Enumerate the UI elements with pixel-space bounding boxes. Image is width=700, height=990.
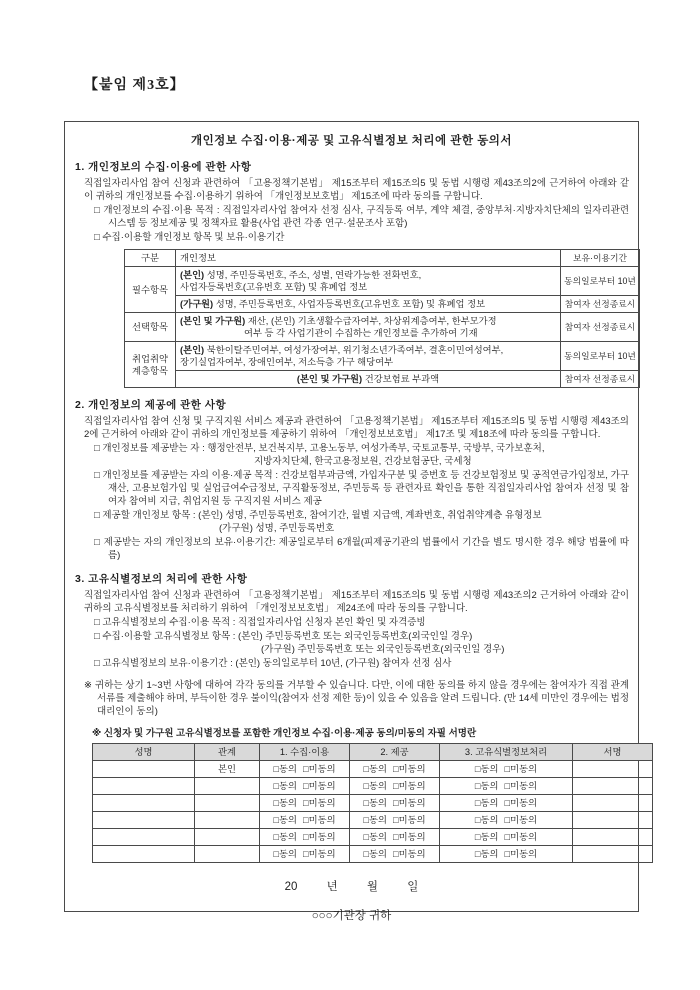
section3-intro: 직접일자리사업 참여 신청과 관련하여 「고용정책기본법」 제15조부터 제15조의5 및 동법 시행령 제43조의2 근거하여 아래와 같이 귀하의 고유식별정보를 처리하기 위하여 「개인정보보호법」 제24조에 따라 동의를 구합니다. — [84, 590, 629, 614]
signature-cell[interactable] — [573, 846, 653, 863]
col-signature: 서명 — [573, 744, 653, 761]
vulnerable-premium-cell: (본인 및 가구원) 건강보험료 부과액 — [176, 371, 561, 388]
section2-retention: □ 제공받는 자의 개인정보의 보유·이용기간: 제공일로부터 6개월(피제공기관의 법률에서 기간을 별도 명시한 경우 해당 법률에 따름) — [94, 537, 629, 561]
table-row — [125, 371, 640, 388]
agree-checkbox[interactable]: □동의 — [474, 849, 499, 859]
agree-checkbox[interactable]: □동의 — [273, 798, 297, 808]
table-header-row — [125, 250, 640, 267]
disagree-checkbox[interactable]: □미동의 — [303, 798, 336, 808]
collect-consent-cell — [260, 761, 350, 778]
disagree-checkbox[interactable]: □미동의 — [303, 849, 336, 859]
provide-consent-cell — [350, 795, 440, 812]
col-retention: 보유·이용기간 — [561, 250, 640, 267]
relation-cell[interactable] — [195, 812, 260, 829]
col-category: 구분 — [125, 250, 176, 267]
section1-heading: 1. 개인정보의 수집·이용에 관한 사항 — [75, 161, 252, 173]
relation-cell[interactable]: 본인 — [195, 761, 260, 778]
optional-cell: (본인 및 가구원) 재산, (본인) 기초생활수급자여부, 차상위계층여부, 한부모가정 여부 등 각 사업기관이 수집하는 개인정보를 추가하여 기재 — [176, 313, 561, 342]
collect-consent-cell — [260, 812, 350, 829]
table-row — [93, 778, 653, 795]
signature-cell[interactable] — [573, 795, 653, 812]
agree-checkbox[interactable]: □동의 — [273, 764, 297, 774]
section1-intro: 직접일자리사업 참여 신청과 관련하여 「고용정책기본법」 제15조부터 제15조의5 및 동법 시행령 제43조의2에 근거하여 아래와 같이 귀하의 개인정보를 수집·이용하기 위하여 「개인정보보호법」 제15조에 따라 동의를 구합니다. — [84, 178, 629, 202]
disagree-checkbox[interactable]: □미동의 — [504, 764, 538, 774]
subject-label: (가구원) — [180, 299, 214, 309]
disagree-checkbox[interactable]: □미동의 — [504, 798, 538, 808]
signature-section-title: ※ 신청자 및 가구원 고유식별정보를 포함한 개인정보 수집·이용·제공 동의/미동의 자필 서명란 — [92, 728, 477, 739]
agree-checkbox[interactable]: □동의 — [474, 798, 499, 808]
unique-id-consent-cell — [440, 846, 573, 863]
attachment-label: 【붙임 제3호】 — [84, 78, 185, 93]
name-cell[interactable] — [93, 778, 195, 795]
agree-checkbox[interactable]: □동의 — [273, 832, 297, 842]
cell-line2: 사업자등록번호(고유번호 포함) 및 휴폐업 정보 — [180, 282, 368, 292]
signature-table — [92, 743, 653, 863]
agree-checkbox[interactable]: □동의 — [363, 781, 387, 791]
form-title: 개인정보 수집·이용·제공 및 고유식별정보 처리에 관한 동의서 — [190, 135, 513, 147]
consent-form — [64, 121, 639, 922]
disagree-checkbox[interactable]: □미동의 — [303, 815, 336, 825]
recipient-line: ○○○기관장 귀하 — [311, 910, 392, 922]
table-row — [125, 313, 640, 342]
provide-consent-cell — [350, 778, 440, 795]
disagree-checkbox[interactable]: □미동의 — [504, 832, 538, 842]
table-row — [125, 296, 640, 313]
col-collect-use: 1. 수집·이용 — [260, 744, 350, 761]
agree-checkbox[interactable]: □동의 — [363, 815, 387, 825]
disagree-checkbox[interactable]: □미동의 — [393, 849, 426, 859]
name-cell[interactable] — [93, 812, 195, 829]
disagree-checkbox[interactable]: □미동의 — [504, 781, 538, 791]
section-provision — [74, 397, 629, 562]
retention-value: 동의일로부터 10년 — [561, 267, 640, 296]
collect-consent-cell — [260, 795, 350, 812]
section2-intro: 직접일자리사업 참여 신청 및 구직지원 서비스 제공과 관련하여 「고용정책기본법」 제15조부터 제15조의5 및 동법 시행령 제43조의2에 근거하여 아래와 같이 귀하의 개인정보를 제공하기 위하여 「개인정보보호법」 제17조 및 제18조에 따라 동의를 구합니다. — [84, 416, 629, 440]
disagree-checkbox[interactable]: □미동의 — [393, 798, 426, 808]
relation-cell[interactable] — [195, 778, 260, 795]
section2-heading: 2. 개인정보의 제공에 관한 사항 — [75, 399, 227, 411]
section3-purpose: □ 고유식별정보의 수집·이용 목적 : 직접일자리사업 신청자 본인 확인 및 자격증빙 — [94, 617, 426, 628]
retention-value: 참여자 선정종료시 — [561, 296, 640, 313]
table-row — [93, 795, 653, 812]
retention-value: 동의일로부터 10년 — [561, 342, 640, 371]
signature-cell[interactable] — [573, 778, 653, 795]
agree-checkbox[interactable]: □동의 — [474, 815, 499, 825]
col-name: 성명 — [93, 744, 195, 761]
collect-consent-cell — [260, 829, 350, 846]
disagree-checkbox[interactable]: □미동의 — [504, 849, 538, 859]
agree-checkbox[interactable]: □동의 — [273, 781, 297, 791]
cell-line2: 여부 등 각 사업기관이 수집하는 개인정보를 추가하여 기재 — [244, 328, 478, 338]
refusal-note: ※ 귀하는 상기 1~3번 사항에 대하여 각각 동의를 거부할 수 있습니다. 다만, 이에 대한 동의를 하지 않을 경우에는 참여자가 직접 관계서류를 제출해야 하며, 부득이한 경우 불이익(참여자 선정 제한 등)이 있을 수 있음을 알려 드립니다. (만 14세 미만인 경우에는 법정대리인이 동의) — [84, 680, 629, 717]
agree-checkbox[interactable]: □동의 — [474, 781, 499, 791]
section1-items-label: □ 수집·이용할 개인정보 항목 및 보유·이용기간 — [94, 232, 285, 243]
table-row — [125, 342, 640, 371]
provide-consent-cell — [350, 761, 440, 778]
agree-checkbox[interactable]: □동의 — [363, 832, 387, 842]
agree-checkbox[interactable]: □동의 — [363, 849, 387, 859]
disagree-checkbox[interactable]: □미동의 — [393, 832, 426, 842]
section1-purpose: □ 개인정보의 수집·이용 목적 : 직접일자리사업 참여자 선정 심사, 구직등록 여부, 계약 체결, 중앙부처·지방자치단체의 일자리관련시스템 등 정보제공 및 정책자료 활용(사업 관련 각종 연구·설문조사 포함) — [94, 205, 629, 229]
section-unique-id — [74, 571, 629, 670]
retention-value: 참여자 선정종료시 — [561, 371, 640, 388]
subject-label: (본인 및 가구원) — [296, 374, 363, 384]
required-items-label: 필수항목 — [125, 267, 176, 313]
section3-heading: 3. 고유식별정보의 처리에 관한 사항 — [75, 573, 248, 585]
section-collection-use — [74, 159, 636, 388]
section2-recipients: □ 개인정보를 제공받는 자 : 행정안전부, 보건복지부, 고용노동부, 여성가족부, 국토교통부, 국방부, 국가보훈처, 지방자치단체, 한국고용정보원, 건강보험공단, 국세청 — [94, 442, 629, 468]
disagree-checkbox[interactable]: □미동의 — [393, 815, 426, 825]
provide-consent-cell — [350, 846, 440, 863]
disagree-checkbox[interactable]: □미동의 — [303, 781, 336, 791]
name-cell[interactable] — [93, 795, 195, 812]
vulnerable-self-cell: (본인) 북한이탈주민여부, 여성가장여부, 위기청소년가족여부, 결혼이민여성여부, 장기실업자여부, 장애인여부, 저소득층 가구 해당여부 — [176, 342, 561, 371]
table-row — [93, 761, 653, 778]
vulnerable-items-label: 취업취약 계층항목 — [125, 342, 176, 388]
collection-items-table — [124, 249, 640, 388]
disagree-checkbox[interactable]: □미동의 — [393, 764, 426, 774]
subject-label: (본인 및 가구원) — [180, 316, 246, 326]
table-header-row — [93, 744, 653, 761]
required-household-cell: (가구원) 성명, 주민등록번호, 사업자등록번호(고유번호 포함) 및 휴폐업 정보 — [176, 296, 561, 313]
agree-checkbox[interactable]: □동의 — [474, 832, 499, 842]
disagree-checkbox[interactable]: □미동의 — [303, 764, 336, 774]
table-row — [125, 267, 640, 296]
collect-consent-cell — [260, 846, 350, 863]
table-row — [93, 846, 653, 863]
unique-id-consent-cell — [440, 778, 573, 795]
provided-items-line2: (가구원) 성명, 주민등록번호 — [219, 523, 335, 534]
disagree-checkbox[interactable]: □미동의 — [303, 832, 336, 842]
unique-id-items-line2: (가구원) 주민등록번호 또는 외국인등록번호(외국인일 경우) — [261, 644, 505, 655]
signature-cell[interactable] — [573, 812, 653, 829]
unique-id-consent-cell — [440, 812, 573, 829]
subject-label: (본인) — [180, 270, 205, 280]
unique-id-consent-cell — [440, 795, 573, 812]
section2-provided-items: □ 제공할 개인정보 항목 : (본인) 성명, 주민등록번호, 참여기간, 월별 지급액, 계좌번호, 취업취약계층 유형정보 (가구원) 성명, 주민등록번호 — [94, 509, 629, 535]
unique-id-consent-cell — [440, 761, 573, 778]
retention-value: 참여자 선정종료시 — [561, 313, 640, 342]
unique-id-consent-cell — [440, 829, 573, 846]
col-provide: 2. 제공 — [350, 744, 440, 761]
section3-retention: □ 고유식별정보의 보유·이용기간 : (본인) 동의일로부터 10년, (가구원) 참여자 선정 심사 — [94, 658, 452, 669]
agree-checkbox[interactable]: □동의 — [363, 764, 387, 774]
agree-checkbox[interactable]: □동의 — [363, 798, 387, 808]
col-personal-info: 개인정보 — [176, 250, 561, 267]
agree-checkbox[interactable]: □동의 — [273, 849, 297, 859]
col-relation: 관계 — [195, 744, 260, 761]
table-row — [93, 812, 653, 829]
disagree-checkbox[interactable]: □미동의 — [393, 781, 426, 791]
table-row — [93, 829, 653, 846]
collect-consent-cell — [260, 778, 350, 795]
date-line: 20 년 월 일 — [284, 881, 419, 893]
section2-recipient-purpose: □ 개인정보를 제공받는 자의 이용·제공 목적 : 건강보험부과금액, 가입자구분 및 증번호 등 건강보험정보 및 공적연금가입정보, 가구재산, 고용보험가입 및 실업급여수급정보, 구직활동정보, 주민등록 등 관련자료 확인을 통한 직접일자리사업 참여자 선정 및 참여자 참여비 지급, 취업지원 등 구직지원 서비스 제공 — [94, 470, 629, 507]
name-cell[interactable] — [93, 761, 195, 778]
section3-items: □ 수집·이용할 고유식별정보 항목 : (본인) 주민등록번호 또는 외국인등록번호(외국인일 경우) (가구원) 주민등록번호 또는 외국인등록번호(외국인일 경우) — [94, 630, 629, 656]
col-unique-id: 3. 고유식별정보처리 — [440, 744, 573, 761]
provide-consent-cell — [350, 812, 440, 829]
signature-cell[interactable] — [573, 829, 653, 846]
disagree-checkbox[interactable]: □미동의 — [504, 815, 538, 825]
subject-label: (본인) — [180, 345, 205, 355]
cell-line2: 장기실업자여부, 장애인여부, 저소득층 가구 해당여부 — [180, 357, 394, 367]
name-cell[interactable] — [93, 846, 195, 863]
name-cell[interactable] — [93, 829, 195, 846]
recipients-line2: 지방자치단체, 한국고용정보원, 건강보험공단, 국세청 — [254, 456, 472, 467]
relation-cell[interactable] — [195, 829, 260, 846]
signature-cell[interactable] — [573, 761, 653, 778]
relation-cell[interactable] — [195, 795, 260, 812]
agree-checkbox[interactable]: □동의 — [273, 815, 297, 825]
relation-cell[interactable] — [195, 846, 260, 863]
agree-checkbox[interactable]: □동의 — [474, 764, 499, 774]
optional-items-label: 선택항목 — [125, 313, 176, 342]
required-self-cell: (본인) 성명, 주민등록번호, 주소, 성별, 연락가능한 전화번호, 사업자등록번호(고유번호 포함) 및 휴폐업 정보 — [176, 267, 561, 296]
provide-consent-cell — [350, 829, 440, 846]
